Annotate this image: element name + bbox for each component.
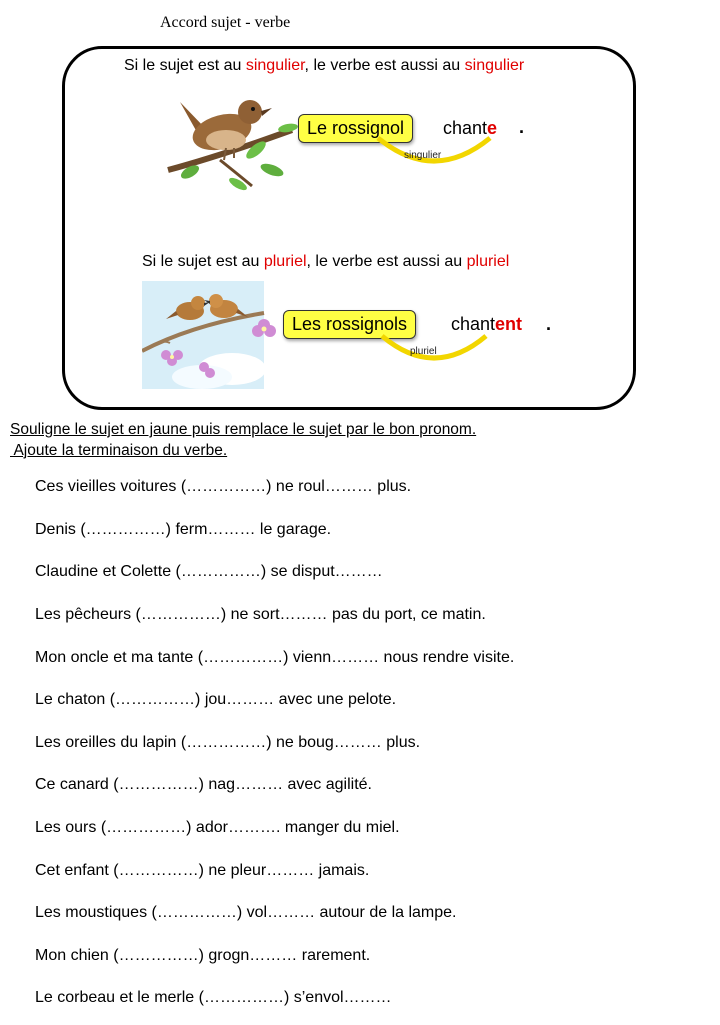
exercise-line: Le corbeau et le merle (……………) s’envol……… [35,989,392,1006]
plural-period: . [546,314,552,334]
plural-keyword-1: pluriel [263,253,307,270]
exercise-line: Cet enfant (……………) ne pleur……… jamais. [35,862,370,879]
plural-rule-middle: , le verbe est aussi au [306,253,467,270]
bird-on-branch-illustration [160,88,300,193]
singular-label: singulier [404,150,442,161]
singular-verb-stem: chant [443,118,488,138]
exercise-line: Mon chien (……………) grogn……… rarement. [35,947,371,964]
instruction-line-2: Ajoute la terminaison du verbe. [10,442,228,459]
plural-verb-ending: ent [495,314,523,334]
singular-rule [124,57,524,75]
singular-rule-middle: , le verbe est aussi au [304,57,465,74]
exercise-line: Le chaton (……………) jou……… avec une pelote. [35,691,397,708]
page-title: Accord sujet - verbe [160,14,291,31]
exercise-line: Denis (……………) ferm……… le garage. [35,521,332,538]
singular-verb-ending: e [487,118,498,138]
plural-rule [142,253,509,271]
exercise-line: Ce canard (……………) nag……… avec agilité. [35,776,372,793]
singular-period: . [519,117,525,137]
singular-subject: Le rossignol [298,114,413,143]
exercise-instructions [10,419,476,461]
plural-rule-text: Si le sujet est au [142,253,264,270]
singular-keyword-1: singulier [245,57,305,74]
plural-label: pluriel [410,346,437,357]
exercise-line: Les oreilles du lapin (……………) ne boug……… plus. [35,734,421,751]
singular-rule-text: Si le sujet est au [124,57,246,74]
two-birds-illustration [142,281,276,389]
plural-subject: Les rossignols [283,310,416,339]
exercise-line: Les moustiques (……………) vol……… autour de la lampe. [35,904,457,921]
exercise-line: Mon oncle et ma tante (……………) vienn……… nous rendre visite. [35,649,515,666]
singular-keyword-2: singulier [464,57,525,74]
exercise-line: Les pêcheurs (……………) ne sort……… pas du port, ce matin. [35,606,486,623]
exercise-line: Ces vieilles voitures (……………) ne roul……… plus. [35,478,412,495]
instruction-line-1: Souligne le sujet en jaune puis remplace le sujet par le bon pronom. [10,421,477,438]
plural-keyword-2: pluriel [466,253,510,270]
plural-verb-stem: chant [451,314,496,334]
exercise-line: Claudine et Colette (……………) se disput……… [35,563,383,580]
exercise-line: Les ours (……………) ador………. manger du miel. [35,819,400,836]
